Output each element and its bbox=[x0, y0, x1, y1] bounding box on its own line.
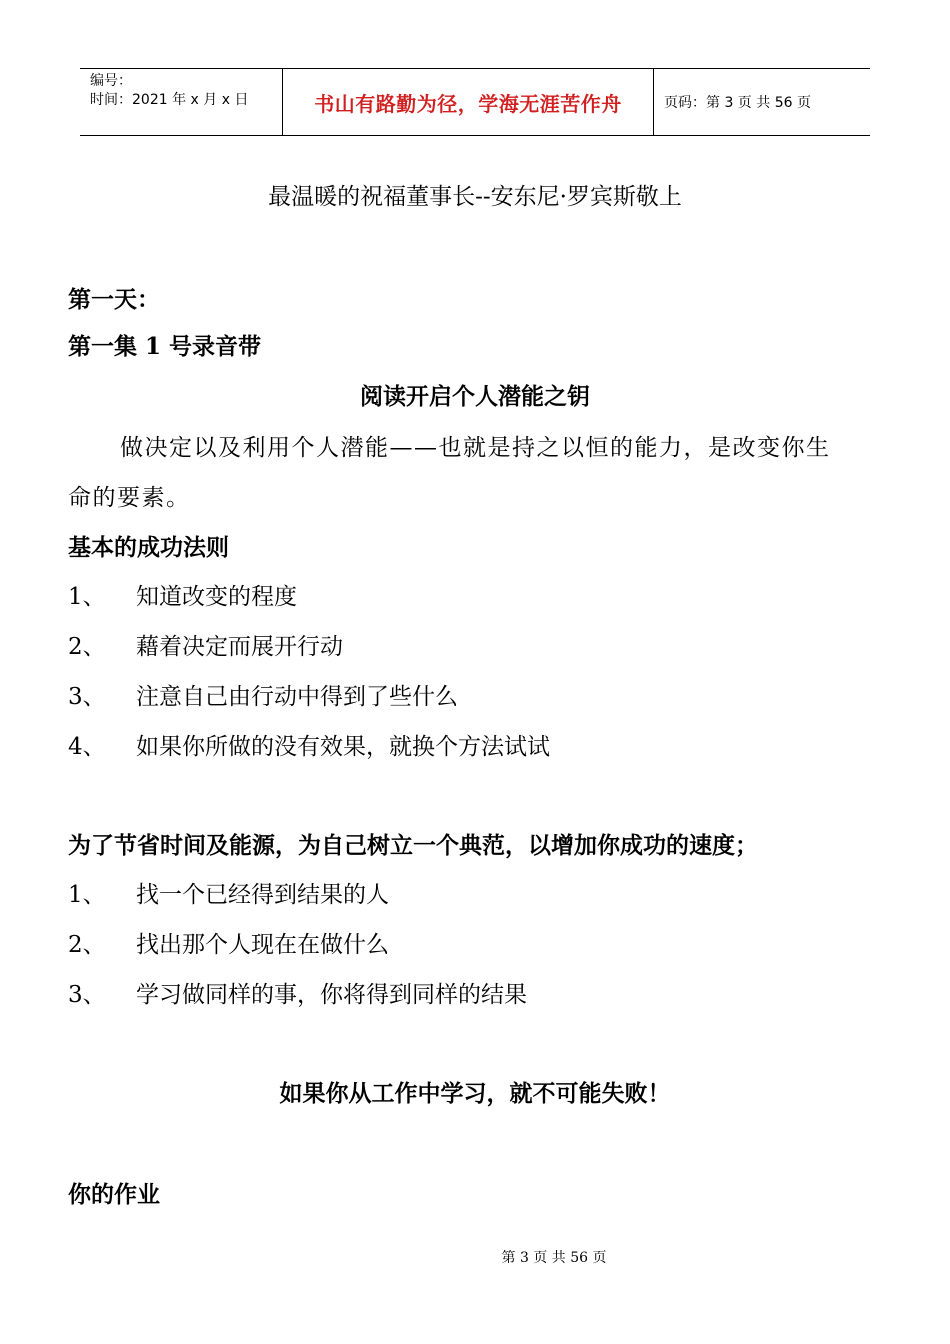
list-item: 注意自己由行动中得到了些什么 bbox=[136, 684, 458, 710]
header-page-cell bbox=[654, 69, 870, 135]
list-item: 藉着决定而展开行动 bbox=[136, 634, 343, 660]
date-label: 时间：2021 年 x 月 x 日 bbox=[90, 92, 249, 108]
homework-heading: 你的作业 bbox=[68, 1181, 160, 1208]
list-item-number: 3、 bbox=[68, 684, 106, 710]
footer-page-number: 第 3 页 共 56 页 bbox=[501, 1250, 607, 1266]
list-item-number: 1、 bbox=[68, 882, 106, 908]
list-item-number: 3、 bbox=[68, 982, 106, 1008]
list-item: 学习做同样的事，你将得到同样的结果 bbox=[136, 982, 527, 1008]
doc-number-label: 编号： bbox=[90, 73, 132, 89]
list-item-number: 2、 bbox=[68, 932, 106, 958]
intro-paragraph-line-2: 命的要素。 bbox=[68, 485, 191, 511]
slogan: 如果你从工作中学习，就不可能失败！ bbox=[279, 1080, 671, 1107]
list-item-number: 4、 bbox=[68, 734, 106, 760]
list-item: 知道改变的程度 bbox=[136, 584, 297, 610]
section-title: 阅读开启个人潜能之钥 bbox=[360, 383, 590, 410]
list-item-number: 1、 bbox=[68, 584, 106, 610]
header-page-info: 页码：第 3 页 共 56 页 bbox=[664, 95, 811, 111]
list-item: 如果你所做的没有效果，就换个方法试试 bbox=[136, 734, 550, 760]
dedication-line: 最温暖的祝福董事长--安东尼·罗宾斯敬上 bbox=[268, 184, 682, 210]
episode-heading: 第一集 1 号录音带 bbox=[68, 333, 262, 360]
list-item: 找出那个人现在在做什么 bbox=[136, 932, 389, 958]
page-footer bbox=[0, 1247, 950, 1267]
document-header bbox=[80, 68, 870, 136]
day-heading: 第一天： bbox=[68, 286, 160, 313]
rules-heading: 基本的成功法则 bbox=[68, 534, 229, 561]
header-meta-cell bbox=[80, 69, 282, 135]
header-motto: 书山有路勤为径，学海无涯苦作舟 bbox=[314, 91, 622, 116]
intro-paragraph-line-1: 做决定以及利用个人潜能——也就是持之以恒的能力，是改变你生 bbox=[120, 435, 831, 461]
list-item: 找一个已经得到结果的人 bbox=[136, 882, 389, 908]
list-item-number: 2、 bbox=[68, 634, 106, 660]
header-motto-cell bbox=[282, 69, 654, 135]
model-heading: 为了节省时间及能源，为自己树立一个典范，以增加你成功的速度； bbox=[68, 832, 758, 859]
